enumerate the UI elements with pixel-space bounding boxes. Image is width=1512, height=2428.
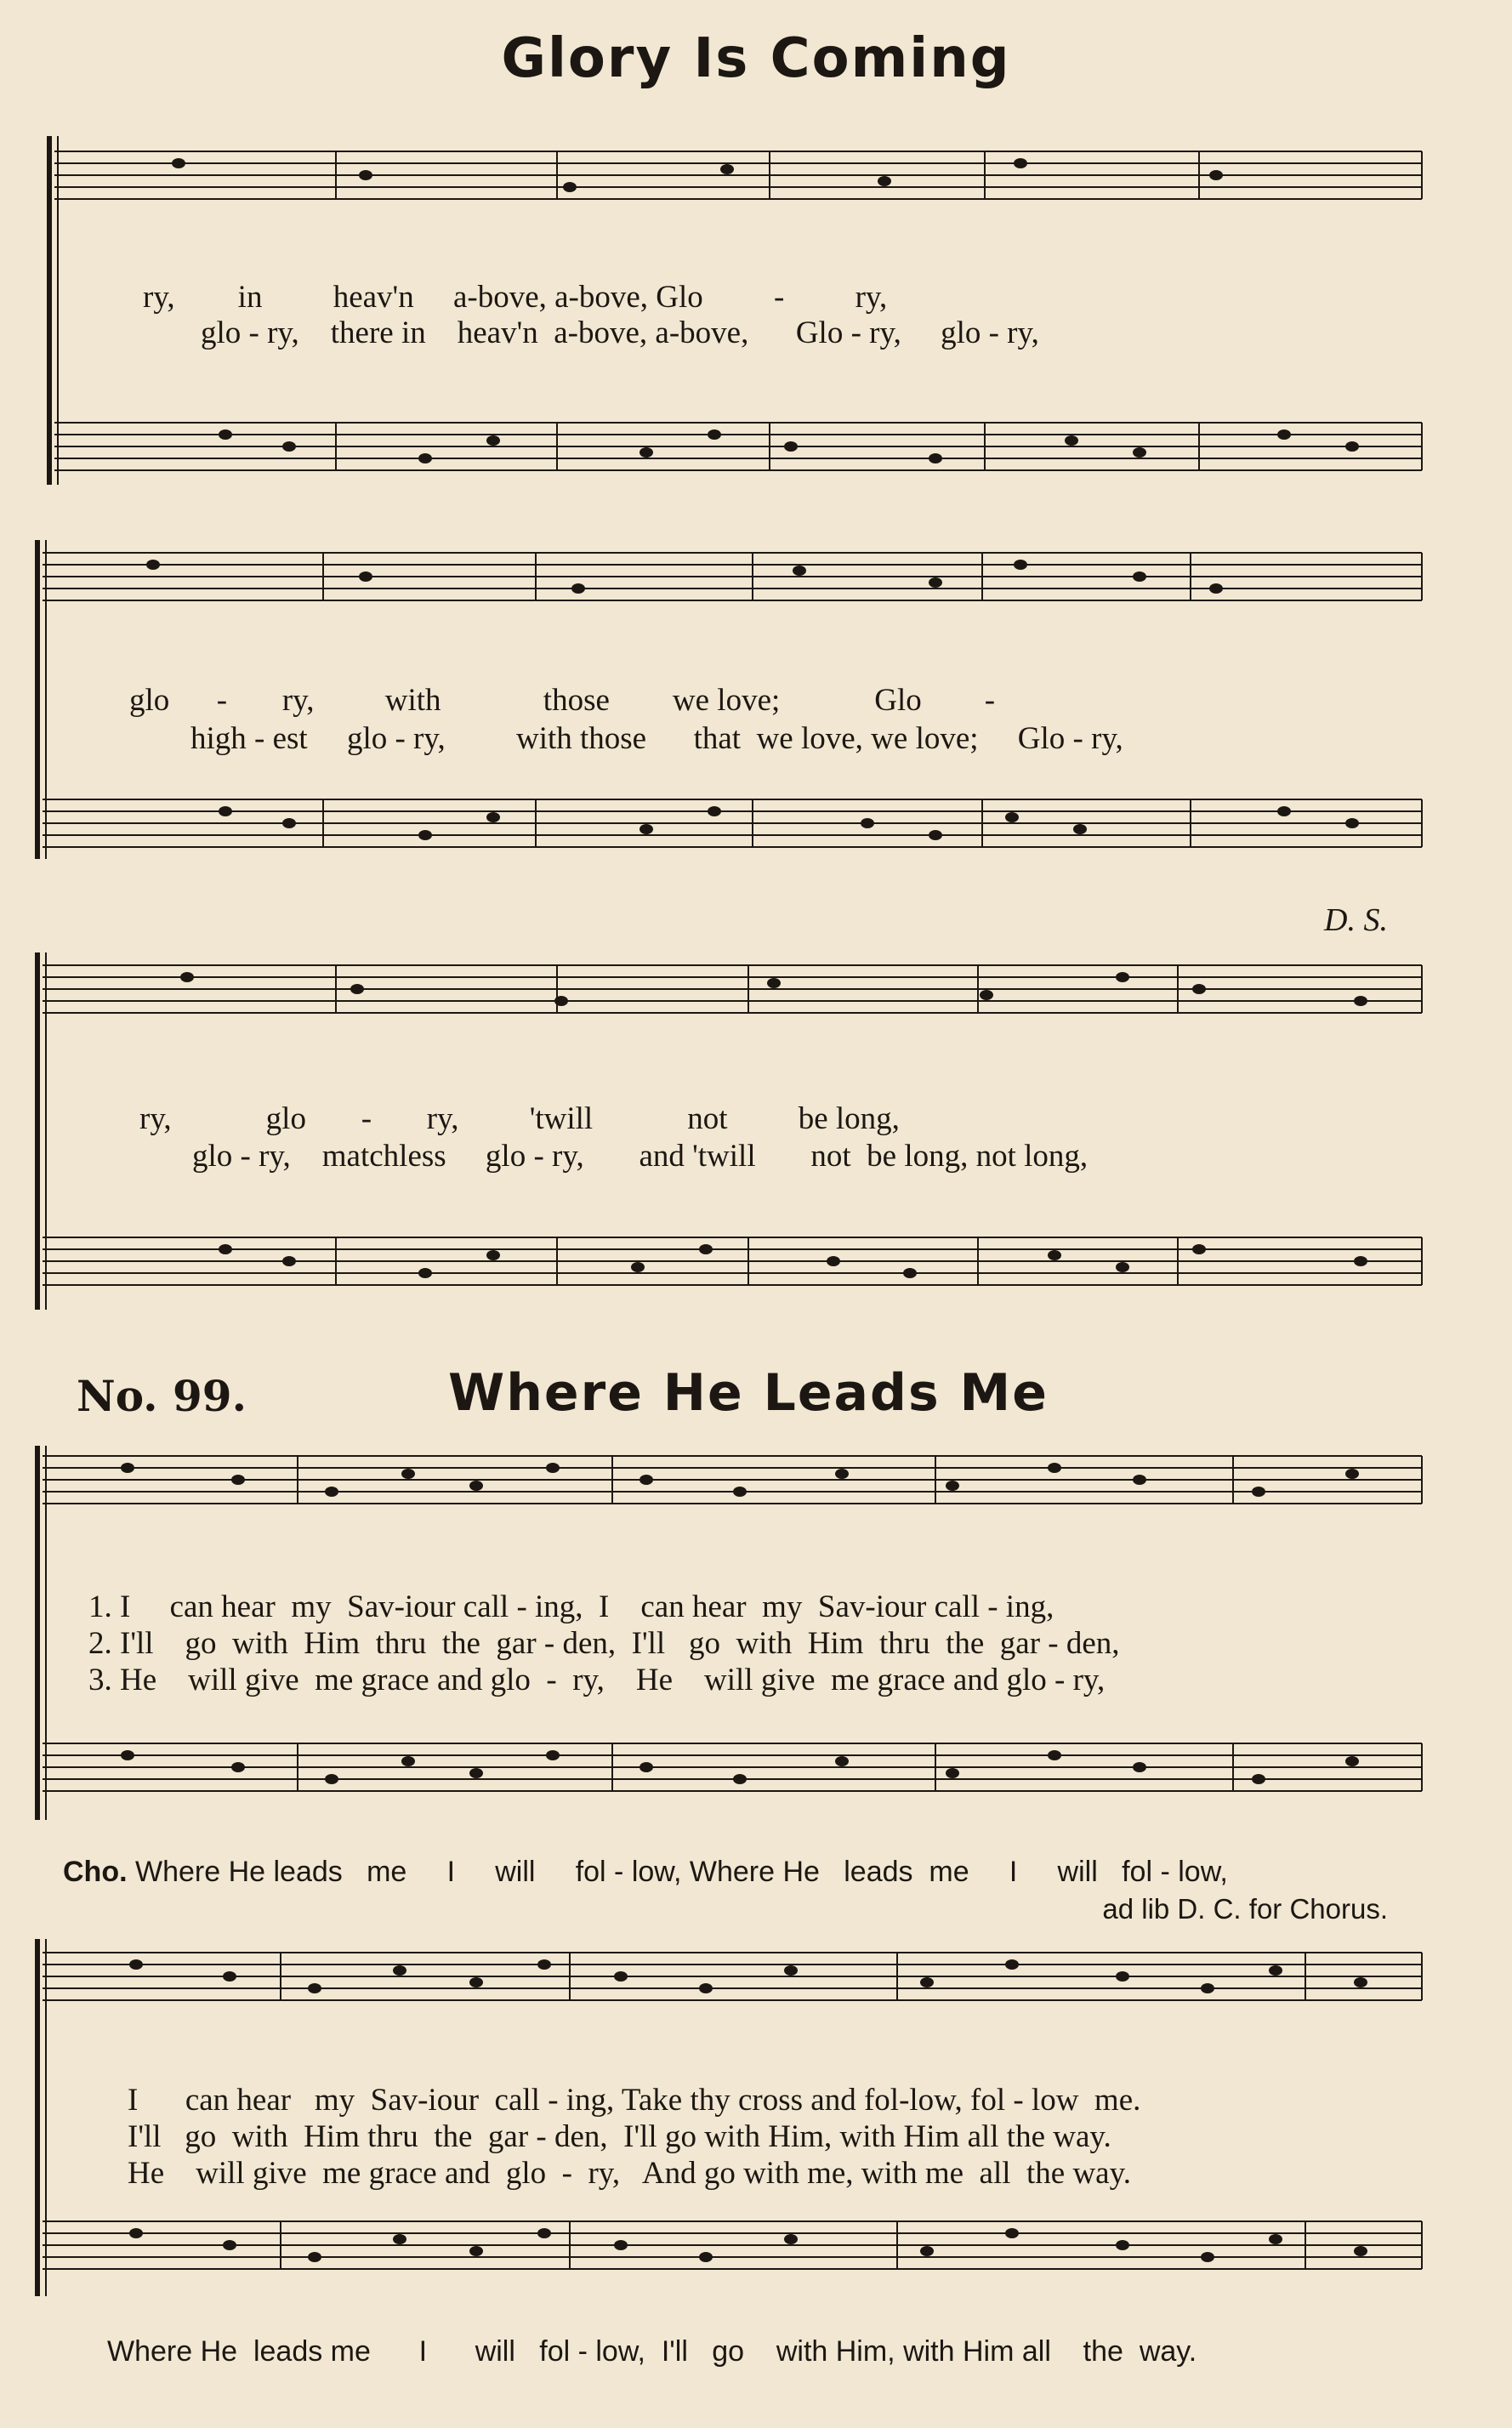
notehead: [1192, 1244, 1206, 1254]
notehead: [486, 1250, 500, 1260]
bass-staff: [43, 2221, 1422, 2269]
notehead: [282, 1256, 296, 1266]
hymn-title-where-he-leads-me: Where He Leads Me: [448, 1363, 1049, 1423]
notehead: [401, 1756, 415, 1766]
notehead: [1252, 1774, 1265, 1784]
notehead: [784, 2234, 798, 2244]
notehead: [1354, 1256, 1367, 1266]
notehead: [835, 1756, 849, 1766]
notehead: [282, 441, 296, 452]
notehead: [614, 2240, 628, 2250]
notehead: [1201, 2252, 1214, 2262]
notehead: [1005, 812, 1019, 822]
bass-staff: [43, 1743, 1422, 1791]
notehead: [1133, 447, 1146, 458]
notehead: [699, 2252, 713, 2262]
notehead: [1345, 818, 1359, 828]
notehead: [720, 164, 734, 174]
notehead: [1192, 984, 1206, 994]
notehead: [1277, 806, 1291, 816]
notehead: [784, 1965, 798, 1976]
notehead: [784, 441, 798, 452]
notehead: [1345, 441, 1359, 452]
adlib-instruction: ad lib D. C. for Chorus.: [1102, 1893, 1388, 1925]
notehead: [1269, 1965, 1282, 1976]
notehead: [469, 1481, 483, 1491]
notehead: [486, 435, 500, 446]
notehead: [219, 806, 232, 816]
chorus-line-b: Where He leads me I will fol - low, I'll go with Him, with Him all the way.: [107, 2335, 1197, 2368]
lyric-line: ry, in heav'n a-bove, a-bove, Glo - ry,: [143, 280, 888, 315]
notehead: [469, 2246, 483, 2256]
notehead: [129, 1959, 143, 1970]
verse-line-3: 3. He will give me grace and glo - ry, He will give me grace and glo - ry,: [88, 1663, 1106, 1697]
notehead: [920, 2246, 934, 2256]
notehead: [708, 429, 721, 440]
notehead: [699, 1983, 713, 1993]
notehead: [929, 830, 942, 840]
notehead: [946, 1768, 959, 1778]
notehead: [231, 1762, 245, 1772]
notehead: [1116, 2240, 1129, 2250]
verse-line-2: 2. I'll go with Him thru the gar - den, I'll go with Him thru the gar - den,: [88, 1626, 1120, 1661]
notehead: [1354, 996, 1367, 1006]
notehead: [308, 1983, 321, 1993]
lyric-line: glo - ry, matchless glo - ry, and 'twill not be long, not long,: [192, 1139, 1089, 1174]
notehead: [903, 1268, 917, 1278]
notehead: [359, 170, 372, 180]
notehead: [121, 1463, 134, 1473]
notehead: [980, 990, 993, 1000]
notehead: [350, 984, 364, 994]
lyric-line: glo - ry, with those we love; Glo -: [129, 683, 996, 718]
notehead: [614, 1971, 628, 1982]
notehead: [1209, 170, 1223, 180]
notehead: [1065, 435, 1078, 446]
notehead: [929, 577, 942, 588]
notehead: [325, 1774, 338, 1784]
notehead: [537, 2228, 551, 2238]
ds-mark: D. S.: [1324, 902, 1388, 938]
notehead: [631, 1262, 645, 1272]
notehead: [223, 2240, 236, 2250]
notehead: [639, 447, 653, 458]
notehead: [1133, 571, 1146, 582]
notehead: [308, 2252, 321, 2262]
notehead: [1048, 1250, 1061, 1260]
notehead: [172, 158, 185, 168]
notehead: [861, 818, 874, 828]
notehead: [401, 1469, 415, 1479]
notehead: [835, 1469, 849, 1479]
verse-line-3b: He will give me grace and glo - ry, And go with me, with me all the way.: [128, 2156, 1131, 2191]
notehead: [469, 1768, 483, 1778]
notehead: [469, 1977, 483, 1987]
hymn-number: No. 99.: [77, 1371, 247, 1421]
notehead: [733, 1774, 747, 1784]
notehead: [146, 560, 160, 570]
notehead: [537, 1959, 551, 1970]
verse-line-1: 1. I can hear my Sav-iour call - ing, I can hear my Sav-iour call - ing,: [88, 1589, 1054, 1624]
notehead: [219, 429, 232, 440]
notehead: [1133, 1762, 1146, 1772]
notehead: [1048, 1463, 1061, 1473]
bass-staff: [43, 1237, 1422, 1285]
notehead: [946, 1481, 959, 1491]
notehead: [393, 1965, 406, 1976]
notehead: [639, 824, 653, 834]
notehead: [418, 1268, 432, 1278]
notehead: [393, 2234, 406, 2244]
notehead: [1354, 1977, 1367, 1987]
notehead: [282, 818, 296, 828]
notehead: [1269, 2234, 1282, 2244]
treble-staff: [43, 1953, 1422, 2000]
notehead: [920, 1977, 934, 1987]
notehead: [231, 1475, 245, 1485]
chorus-label: Cho.: [63, 1856, 128, 1888]
notehead: [1005, 1959, 1019, 1970]
notehead: [180, 972, 194, 982]
notehead: [699, 1244, 713, 1254]
notehead: [325, 1487, 338, 1497]
notehead: [878, 176, 891, 186]
notehead: [418, 830, 432, 840]
notehead: [708, 806, 721, 816]
notehead: [1133, 1475, 1146, 1485]
notehead: [359, 571, 372, 582]
notehead: [1209, 583, 1223, 594]
notehead: [1345, 1469, 1359, 1479]
notehead: [486, 812, 500, 822]
notehead: [1116, 1262, 1129, 1272]
notehead: [1345, 1756, 1359, 1766]
notehead: [1252, 1487, 1265, 1497]
notehead: [827, 1256, 840, 1266]
hymn-title-glory-is-coming: Glory Is Coming: [501, 27, 1011, 90]
notehead: [546, 1750, 560, 1760]
lyric-line: glo - ry, there in heav'n a-bove, a-bove, Glo - ry, glo - ry,: [201, 316, 1039, 350]
notehead: [1354, 2246, 1367, 2256]
notehead: [1277, 429, 1291, 440]
notehead: [733, 1487, 747, 1497]
notehead: [1014, 158, 1027, 168]
notehead: [1014, 560, 1027, 570]
lyric-line: ry, glo - ry, 'twill not be long,: [139, 1101, 900, 1136]
notehead: [929, 453, 942, 463]
bass-staff: [43, 799, 1422, 847]
notehead: [571, 583, 585, 594]
notehead: [1201, 1983, 1214, 1993]
notehead: [121, 1750, 134, 1760]
notehead: [1005, 2228, 1019, 2238]
notehead: [1073, 824, 1087, 834]
notehead: [1048, 1750, 1061, 1760]
notehead: [546, 1463, 560, 1473]
notehead: [563, 182, 577, 192]
notehead: [219, 1244, 232, 1254]
chorus-text: Where He leads me I will fol - low, Where He leads me I will fol - low,: [127, 1856, 1228, 1888]
notehead: [554, 996, 568, 1006]
notehead: [223, 1971, 236, 1982]
notehead: [1116, 1971, 1129, 1982]
notehead: [129, 2228, 143, 2238]
notehead: [767, 978, 781, 988]
treble-staff: [43, 1456, 1422, 1504]
notehead: [639, 1762, 653, 1772]
notehead: [1116, 972, 1129, 982]
verse-line-2b: I'll go with Him thru the gar - den, I'll go with Him, with Him all the way.: [128, 2119, 1111, 2154]
bass-staff: [54, 423, 1422, 470]
notehead: [793, 566, 806, 576]
treble-staff: [43, 965, 1422, 1013]
chorus-line: [63, 1856, 1228, 1889]
verse-line-1b: I can hear my Sav-iour call - ing, Take thy cross and fol-low, fol - low me.: [128, 2083, 1141, 2118]
notehead: [639, 1475, 653, 1485]
lyric-line: high - est glo - ry, with those that we love, we love; Glo - ry,: [190, 721, 1123, 756]
notehead: [418, 453, 432, 463]
